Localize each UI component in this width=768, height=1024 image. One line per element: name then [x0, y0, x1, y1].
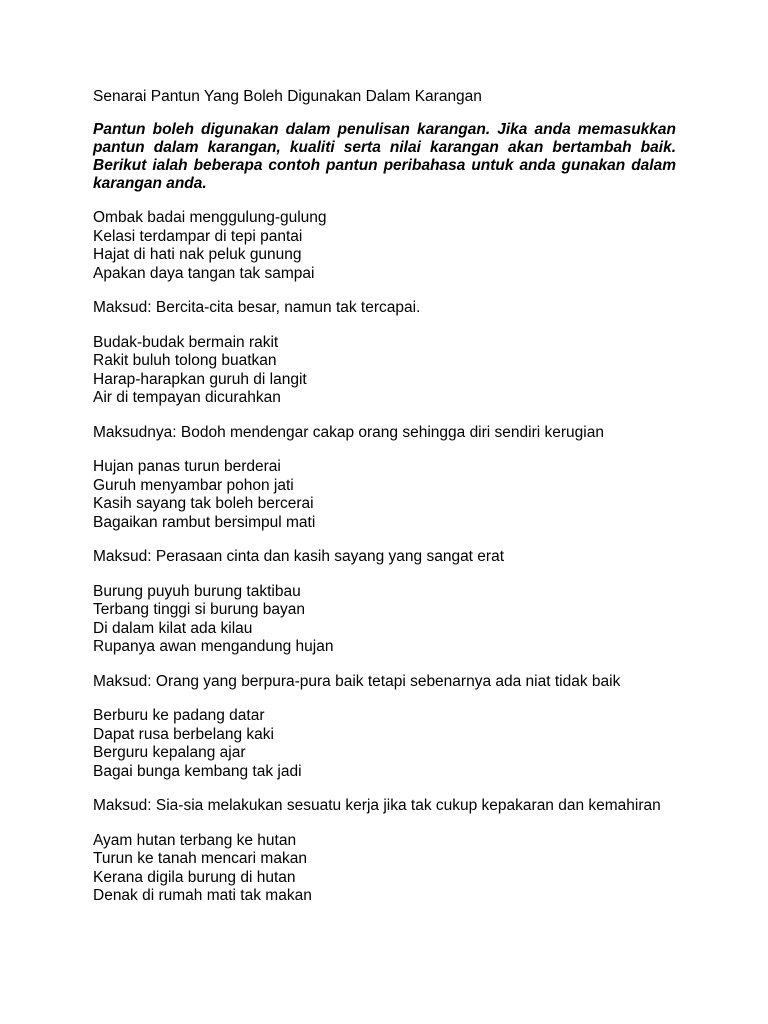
pantun-line: Bagaikan rambut bersimpul mati [93, 513, 316, 531]
intro-paragraph: Pantun boleh digunakan dalam penulisan karangan. Jika anda memasukkan pantun dalam karangan, kualiti serta nilai karangan akan bertambah baik. Berikut ialah beberapa contoh pantun peribahasa untuk anda gunakan dalam karangan anda. [93, 121, 676, 192]
pantun-line: Burung puyuh burung taktibau [93, 582, 301, 600]
pantun-line: Kerana digila burung di hutan [93, 868, 296, 886]
document-title: Senarai Pantun Yang Boleh Digunakan Dalam Karangan [93, 88, 482, 105]
pantun-line: Denak di rumah mati tak makan [93, 887, 312, 904]
pantun-line: Berguru kepalang ajar [93, 744, 246, 761]
pantun-line: Kasih sayang tak boleh bercerai [93, 495, 314, 512]
pantun-line: Rakit buluh tolong buatkan [93, 352, 277, 369]
pantun-meaning: Maksud: Sia-sia melakukan sesuatu kerja jika tak cukup kepakaran dan kemahiran [93, 797, 661, 814]
pantun-line: Harap-harapkan guruh di langit [93, 370, 307, 388]
pantun-line: Berburu ke padang datar [93, 707, 265, 724]
pantun-line: Terbang tinggi si burung bayan [93, 601, 305, 618]
pantun-meaning: Maksud: Orang yang berpura-pura baik tetapi sebenarnya ada niat tidak baik [93, 672, 621, 690]
pantun-line: Ombak badai menggulung-gulung [93, 209, 327, 226]
pantun-line: Bagai bunga kembang tak jadi [93, 762, 302, 780]
pantun-line: Ayam hutan terbang ke hutan [93, 831, 297, 849]
pantun-line: Budak-budak bermain rakit [93, 333, 279, 351]
pantun-line: Turun ke tanah mencari makan [93, 850, 307, 867]
pantun-4 [93, 583, 676, 692]
pantun-3 [93, 458, 676, 567]
pantun-line: Kelasi terdampar di tepi pantai [93, 227, 303, 245]
pantun-line: Guruh menyambar pohon jati [93, 476, 294, 494]
pantun-meaning: Maksudnya: Bodoh mendengar cakap orang sehingga diri sendiri kerugian [93, 423, 604, 441]
pantun-line: Hujan panas turun berderai [93, 458, 281, 475]
document-page [93, 87, 676, 906]
pantun-line: Di dalam kilat ada kilau [93, 619, 253, 637]
pantun-meaning: Maksud: Bercita-cita besar, namun tak tercapai. [93, 299, 421, 316]
pantun-6 [93, 832, 676, 906]
pantun-2 [93, 334, 676, 443]
pantun-line: Dapat rusa berbelang kaki [93, 725, 274, 743]
pantun-line: Hajat di hati nak peluk gunung [93, 246, 302, 263]
pantun-line: Rupanya awan mengandung hujan [93, 638, 334, 655]
pantun-5 [93, 707, 676, 816]
pantun-line: Apakan daya tangan tak sampai [93, 264, 315, 282]
pantun-meaning: Maksud: Perasaan cinta dan kasih sayang yang sangat erat [93, 548, 505, 565]
pantun-1 [93, 209, 676, 318]
pantun-line: Air di tempayan dicurahkan [93, 389, 281, 406]
